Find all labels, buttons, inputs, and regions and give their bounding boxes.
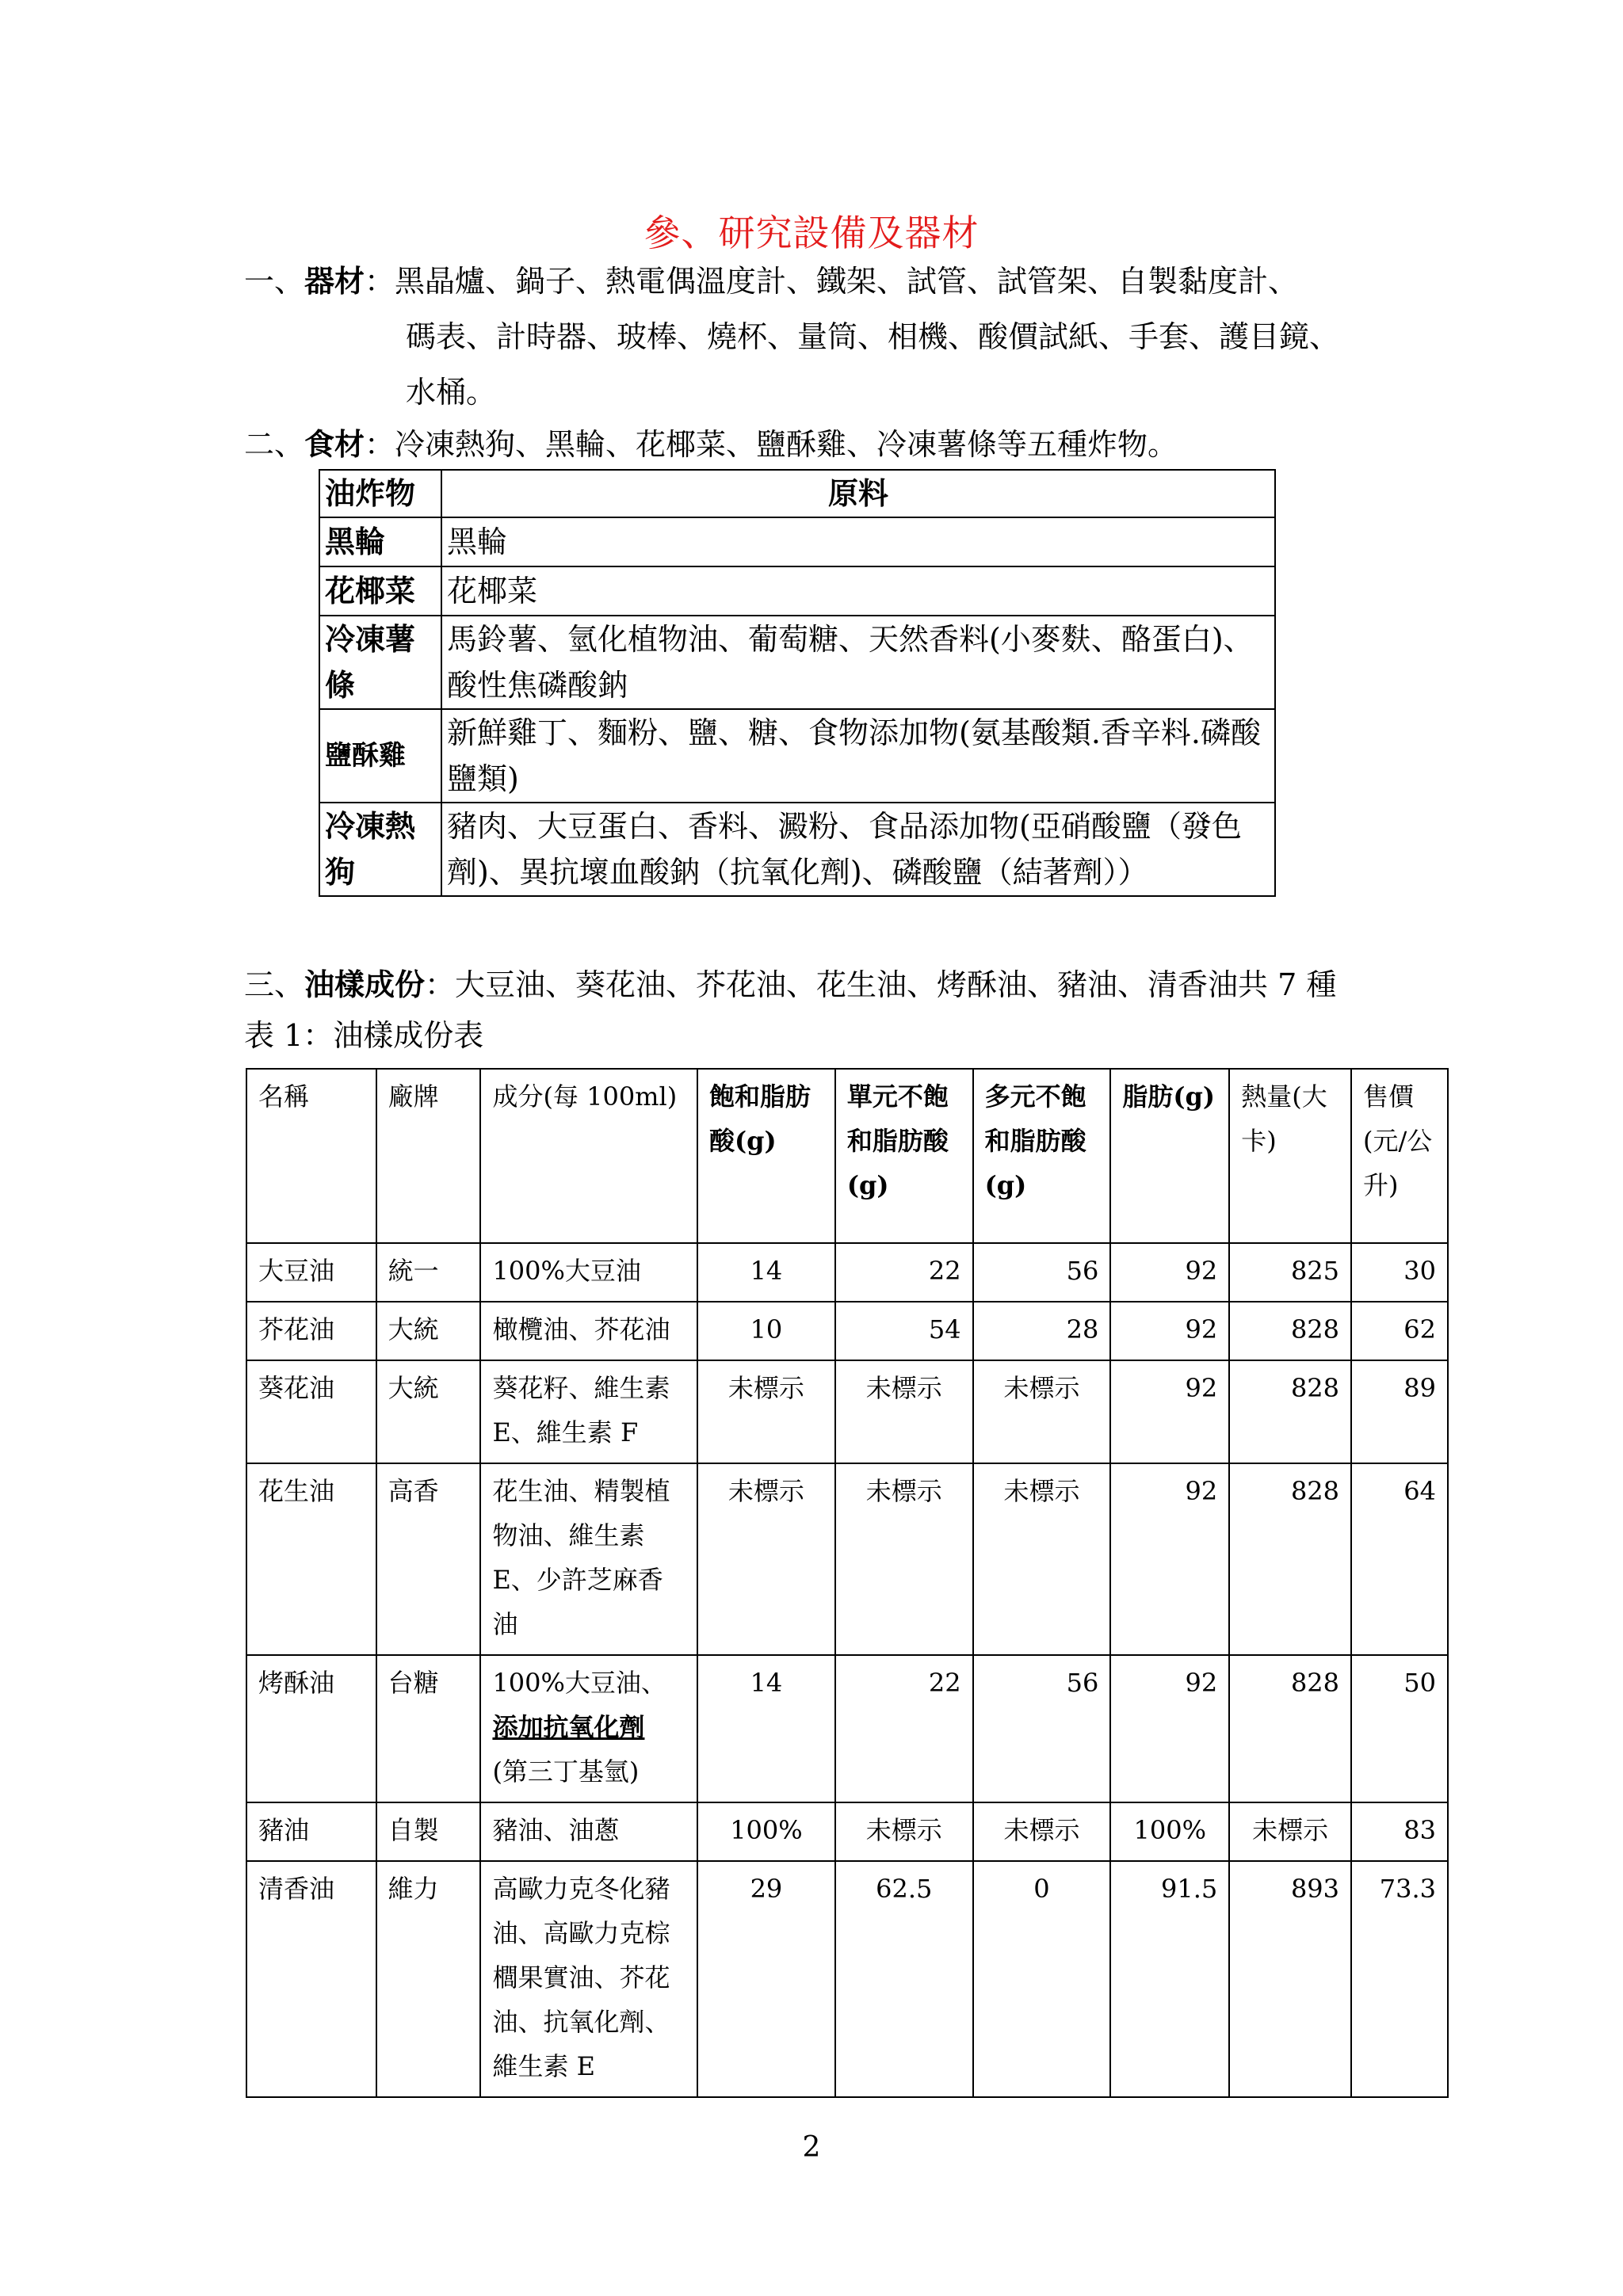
section3-prefix: 三、 xyxy=(244,967,305,1002)
oil-name-cell: 大豆油 xyxy=(246,1243,376,1302)
calorie-cell: 未標示 xyxy=(1229,1802,1351,1861)
food-name-cell: 冷凍薯條 xyxy=(319,616,441,709)
price-cell: 64 xyxy=(1351,1463,1448,1655)
oil-name-cell: 清香油 xyxy=(246,1861,376,2097)
brand-cell: 自製 xyxy=(376,1802,481,1861)
table-row xyxy=(246,1243,1448,1302)
column-header: 飽和脂肪酸(g) xyxy=(697,1069,835,1243)
food-ingredients-cell: 豬肉、大豆蛋白、香料、澱粉、食品添加物(亞硝酸鹽（發色劑)、異抗壞血酸鈉（抗氧化劑)、磷酸鹽（結著劑）） xyxy=(441,803,1275,896)
page-title: 參、研究設備及器材 xyxy=(643,212,980,254)
column-header: 售價(元/公升) xyxy=(1351,1069,1448,1243)
column-header: 名稱 xyxy=(246,1069,376,1243)
section2-text: ：冷凍熱狗、黑輪、花椰菜、鹽酥雞、冷凍薯條等五種炸物。 xyxy=(365,427,1178,462)
poly-cell: 28 xyxy=(973,1302,1111,1360)
fat-cell: 92 xyxy=(1110,1360,1229,1463)
saturated-cell: 未標示 xyxy=(697,1463,835,1655)
poly-cell: 56 xyxy=(973,1655,1111,1802)
section2-label: 食材 xyxy=(304,426,365,462)
oil-name-cell: 烤酥油 xyxy=(246,1655,376,1802)
section2-prefix: 二、 xyxy=(244,427,305,462)
section1-text1: ：黑晶爐、鍋子、熱電偶溫度計、鐵架、試管、試管架、自製黏度計、 xyxy=(365,264,1299,299)
section1-line3: 水桶。 xyxy=(406,375,497,410)
food-ingredients-cell: 黑輪 xyxy=(441,517,1275,566)
column-header: 熱量(大卡) xyxy=(1229,1069,1351,1243)
food-name-cell: 黑輪 xyxy=(319,517,441,566)
section2-line xyxy=(244,426,1178,463)
saturated-cell: 14 xyxy=(697,1243,835,1302)
calorie-cell: 828 xyxy=(1229,1302,1351,1360)
table-row xyxy=(319,803,1275,896)
table-row xyxy=(246,1302,1448,1360)
ingredients-cell: 豬油、油蔥 xyxy=(480,1802,697,1861)
section3-line xyxy=(244,967,1336,1003)
saturated-cell: 未標示 xyxy=(697,1360,835,1463)
poly-cell: 0 xyxy=(973,1861,1111,2097)
brand-cell: 高香 xyxy=(376,1463,481,1655)
table-header-row xyxy=(246,1069,1448,1243)
ingredients-cell: 花生油、精製植物油、維生素E、少許芝麻香油 xyxy=(480,1463,697,1655)
section1-line1 xyxy=(244,263,1298,299)
calorie-cell: 825 xyxy=(1229,1243,1351,1302)
table-row xyxy=(246,1655,1448,1802)
ingredients-cell: 葵花籽、維生素E、維生素 F xyxy=(480,1360,697,1463)
section1-label: 器材 xyxy=(304,263,365,299)
fat-cell: 92 xyxy=(1110,1655,1229,1802)
mono-cell: 54 xyxy=(835,1302,973,1360)
calorie-cell: 828 xyxy=(1229,1360,1351,1463)
column-header: 多元不飽和脂肪酸(g) xyxy=(973,1069,1111,1243)
table-row xyxy=(319,566,1275,616)
fat-cell: 91.5 xyxy=(1110,1861,1229,2097)
price-cell: 50 xyxy=(1351,1655,1448,1802)
table-row xyxy=(319,517,1275,566)
oil-name-cell: 芥花油 xyxy=(246,1302,376,1360)
calorie-cell: 893 xyxy=(1229,1861,1351,2097)
poly-cell: 未標示 xyxy=(973,1463,1111,1655)
table-row xyxy=(246,1360,1448,1463)
oil-sample-table xyxy=(246,1068,1449,2098)
column-header: 成分(每 100ml) xyxy=(480,1069,697,1243)
price-cell: 30 xyxy=(1351,1243,1448,1302)
price-cell: 73.3 xyxy=(1351,1861,1448,2097)
table-row xyxy=(319,616,1275,709)
oil-name-cell: 豬油 xyxy=(246,1802,376,1861)
column-header: 油炸物 xyxy=(319,470,441,517)
section3-text: ：大豆油、葵花油、芥花油、花生油、烤酥油、豬油、清香油共 7 種 xyxy=(425,967,1337,1002)
ingredients-cell: 100%大豆油 xyxy=(480,1243,697,1302)
poly-cell: 未標示 xyxy=(973,1360,1111,1463)
mono-cell: 未標示 xyxy=(835,1463,973,1655)
ingredients-underlined: 添加抗氧化劑 xyxy=(492,1712,645,1742)
price-cell: 62 xyxy=(1351,1302,1448,1360)
price-cell: 83 xyxy=(1351,1802,1448,1861)
saturated-cell: 10 xyxy=(697,1302,835,1360)
fat-cell: 92 xyxy=(1110,1302,1229,1360)
column-header: 廠牌 xyxy=(376,1069,481,1243)
saturated-cell: 100% xyxy=(697,1802,835,1861)
ingredients-cell: 高歐力克冬化豬油、高歐力克棕櫚果實油、芥花油、抗氧化劑、維生素 E xyxy=(480,1861,697,2097)
ingredients-part: (第三丁基氫) xyxy=(492,1756,640,1787)
food-name-cell: 花椰菜 xyxy=(319,566,441,616)
calorie-cell: 828 xyxy=(1229,1655,1351,1802)
table-header-row xyxy=(319,470,1275,517)
ingredients-part: 100%大豆油、 xyxy=(492,1668,666,1698)
ingredients-cell: 橄欖油、芥花油 xyxy=(480,1302,697,1360)
brand-cell: 維力 xyxy=(376,1861,481,2097)
food-ingredients-cell: 新鮮雞丁、麵粉、鹽、糖、食物添加物(氨基酸類.香辛料.磷酸鹽類) xyxy=(441,709,1275,803)
ingredients-cell xyxy=(480,1655,697,1802)
mono-cell: 62.5 xyxy=(835,1861,973,2097)
table-row xyxy=(319,709,1275,803)
food-ingredients-cell: 花椰菜 xyxy=(441,566,1275,616)
table-caption: 表 1：油樣成份表 xyxy=(244,1018,484,1053)
table-row xyxy=(246,1861,1448,2097)
mono-cell: 22 xyxy=(835,1655,973,1802)
column-header: 脂肪(g) xyxy=(1110,1069,1229,1243)
column-header: 原料 xyxy=(441,470,1275,517)
mono-cell: 未標示 xyxy=(835,1360,973,1463)
fat-cell: 100% xyxy=(1110,1802,1229,1861)
oil-name-cell: 花生油 xyxy=(246,1463,376,1655)
poly-cell: 未標示 xyxy=(973,1802,1111,1861)
brand-cell: 大統 xyxy=(376,1302,481,1360)
food-name-cell: 冷凍熱狗 xyxy=(319,803,441,896)
page-number: 2 xyxy=(802,2131,821,2164)
food-ingredients-table xyxy=(319,469,1276,897)
section1-line2: 碼表、計時器、玻棒、燒杯、量筒、相機、酸價試紙、手套、護目鏡、 xyxy=(406,319,1340,354)
saturated-cell: 29 xyxy=(697,1861,835,2097)
section1-prefix: 一、 xyxy=(244,264,305,299)
brand-cell: 大統 xyxy=(376,1360,481,1463)
table-row xyxy=(246,1463,1448,1655)
poly-cell: 56 xyxy=(973,1243,1111,1302)
section3-label: 油樣成份 xyxy=(304,967,426,1002)
saturated-cell: 14 xyxy=(697,1655,835,1802)
food-name-cell: 鹽酥雞 xyxy=(319,709,441,803)
food-ingredients-cell: 馬鈴薯、氫化植物油、葡萄糖、天然香料(小麥麩、酪蛋白)、酸性焦磷酸鈉 xyxy=(441,616,1275,709)
calorie-cell: 828 xyxy=(1229,1463,1351,1655)
mono-cell: 未標示 xyxy=(835,1802,973,1861)
column-header: 單元不飽和脂肪酸(g) xyxy=(835,1069,973,1243)
brand-cell: 統一 xyxy=(376,1243,481,1302)
price-cell: 89 xyxy=(1351,1360,1448,1463)
fat-cell: 92 xyxy=(1110,1463,1229,1655)
brand-cell: 台糖 xyxy=(376,1655,481,1802)
fat-cell: 92 xyxy=(1110,1243,1229,1302)
mono-cell: 22 xyxy=(835,1243,973,1302)
oil-name-cell: 葵花油 xyxy=(246,1360,376,1463)
table-row xyxy=(246,1802,1448,1861)
